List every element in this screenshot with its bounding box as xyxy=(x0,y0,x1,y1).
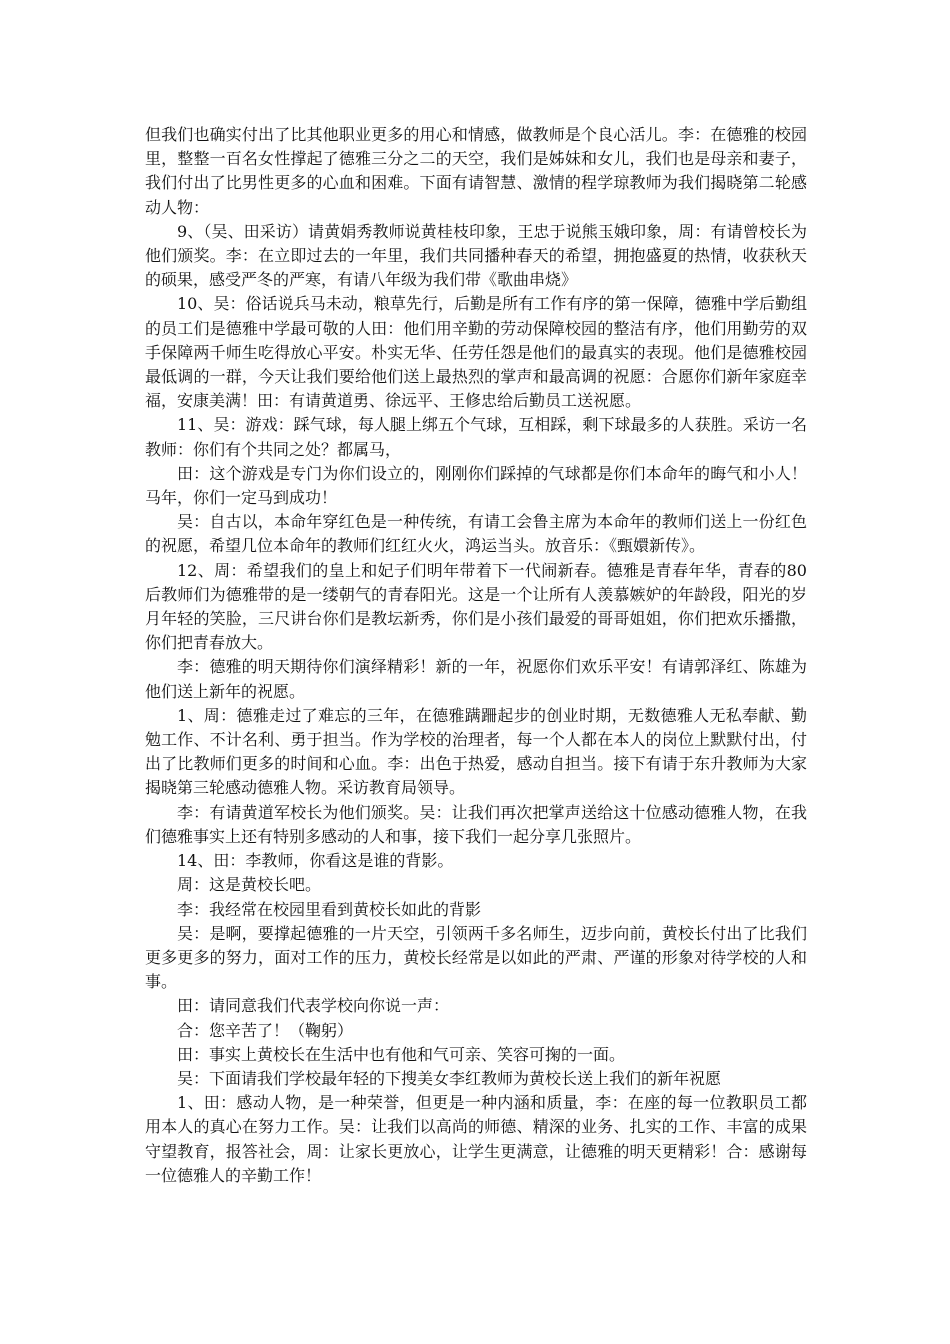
paragraph: 1、周：德雅走过了难忘的三年，在德雅蹒跚起步的创业时期，无数德雅人无私奉献、勤勉工作、不计名利、勇于担当。作为学校的治理者，每一个人都在本人的岗位上默默付出，付出了比教师们更多的时间和心血。李：出色于热爱，感动自担当。接下有请于东升教师为大家揭晓第三轮感动德雅人物。采访教育局领导。 xyxy=(145,705,807,798)
paragraph: 9、（吴、田采访）请黄娟秀教师说黄桂枝印象，王忠于说熊玉娥印象，周：有请曾校长为他们颁奖。李：在立即过去的一年里，我们共同播种春天的希望，拥抱盛夏的热情，收获秋天的硕果，感受严冬的严寒，有请八年级为我们带《歌曲串烧》 xyxy=(145,221,807,290)
paragraph: 但我们也确实付出了比其他职业更多的用心和情感，做教师是个良心活儿。李：在德雅的校园里，整整一百名女性撑起了德雅三分之二的天空，我们是姊妹和女儿，我们也是母亲和妻子，我们付出了比男性更多的心血和困难。下面有请智慧、激情的程学琼教师为我们揭晓第二轮感动人物： xyxy=(145,125,807,217)
paragraph: 14、田：李教师，你看这是谁的背影。 xyxy=(177,851,454,871)
paragraph: 1、田：感动人物，是一种荣誉，但更是一种内涵和质量，李：在座的每一位教职员工都用本人的真心在努力工作。吴：让我们以高尚的师德、精深的业务、扎实的工作、丰富的成果守望教育，报答社会，周：让家长更放心，让学生更满意，让德雅的明天更精彩！合：感谢每一位德雅人的辛勤工作！ xyxy=(145,1093,807,1185)
paragraph: 周：这是黄校长吧。 xyxy=(177,875,322,895)
paragraph: 吴：下面请我们学校最年轻的下搜美女李红教师为黄校长送上我们的新年祝愿 xyxy=(177,1068,722,1088)
paragraph: 李：德雅的明天期待你们演绎精彩！新的一年，祝愿你们欢乐平安！有请郭泽红、陈雄为他们送上新年的祝愿。 xyxy=(145,657,807,701)
paragraph: 李：有请黄道军校长为他们颁奖。吴：让我们再次把掌声送给这十位感动德雅人物，在我们德雅事实上还有特别多感动的人和事，接下我们一起分享几张照片。 xyxy=(145,802,807,846)
paragraph: 吴：是啊，要撑起德雅的一片天空，引领两千多名师生，迈步向前，黄校长付出了比我们更多更多的努力，面对工作的压力，黄校长经常是以如此的严肃、严谨的形象对待学校的人和事。 xyxy=(145,923,807,992)
paragraph: 11、吴：游戏：踩气球，每人腿上绑五个气球，互相踩，剩下球最多的人获胜。采访一名教师：你们有个共同之处？都属马， xyxy=(145,415,807,459)
paragraph: 10、吴：俗话说兵马未动，粮草先行，后勤是所有工作有序的第一保障，德雅中学后勤组的员工们是德雅中学最可敬的人田：他们用辛勤的劳动保障校园的整洁有序，他们用勤劳的双手保障两千师生吃得放心平安。朴实无华、任劳任怨是他们的最真实的表现。他们是德雅校园最低调的一群，今天让我们要给他们送上最热烈的掌声和最高调的祝愿：合愿你们新年家庭幸福，安康美满！田：有请黄道勇、徐远平、王修忠给后勤员工送祝愿。 xyxy=(145,294,807,411)
paragraph: 12、周：希望我们的皇上和妃子们明年带着下一代闹新春。德雅是青春年华，青春的80后教师们为德雅带的是一缕朝气的青春阳光。这是一个让所有人羡慕嫉妒的年龄段，阳光的岁月年轻的笑脸，三尺讲台你们是教坛新秀，你们是小孩们最爱的哥哥姐姐，你们把欢乐播撒，你们把青春放大。 xyxy=(145,560,807,653)
paragraph: 田：请同意我们代表学校向你说一声： xyxy=(177,996,450,1016)
paragraph: 吴：自古以，本命年穿红色是一种传统，有请工会鲁主席为本命年的教师们送上一份红色的祝愿，希望几位本命年的教师们红红火火，鸿运当头。放音乐：《甄嬛新传》。 xyxy=(145,512,807,556)
paragraph: 合：您辛苦了！（鞠躬） xyxy=(177,1020,354,1040)
paragraph: 李：我经常在校园里看到黄校长如此的背影 xyxy=(177,899,482,919)
document-body xyxy=(145,123,807,1188)
paragraph: 田：事实上黄校长在生活中也有他和气可亲、笑容可掬的一面。 xyxy=(177,1044,626,1064)
paragraph: 田：这个游戏是专门为你们设立的，刚刚你们踩掉的气球都是你们本命年的晦气和小人！马年，你们一定马到成功！ xyxy=(145,463,807,508)
